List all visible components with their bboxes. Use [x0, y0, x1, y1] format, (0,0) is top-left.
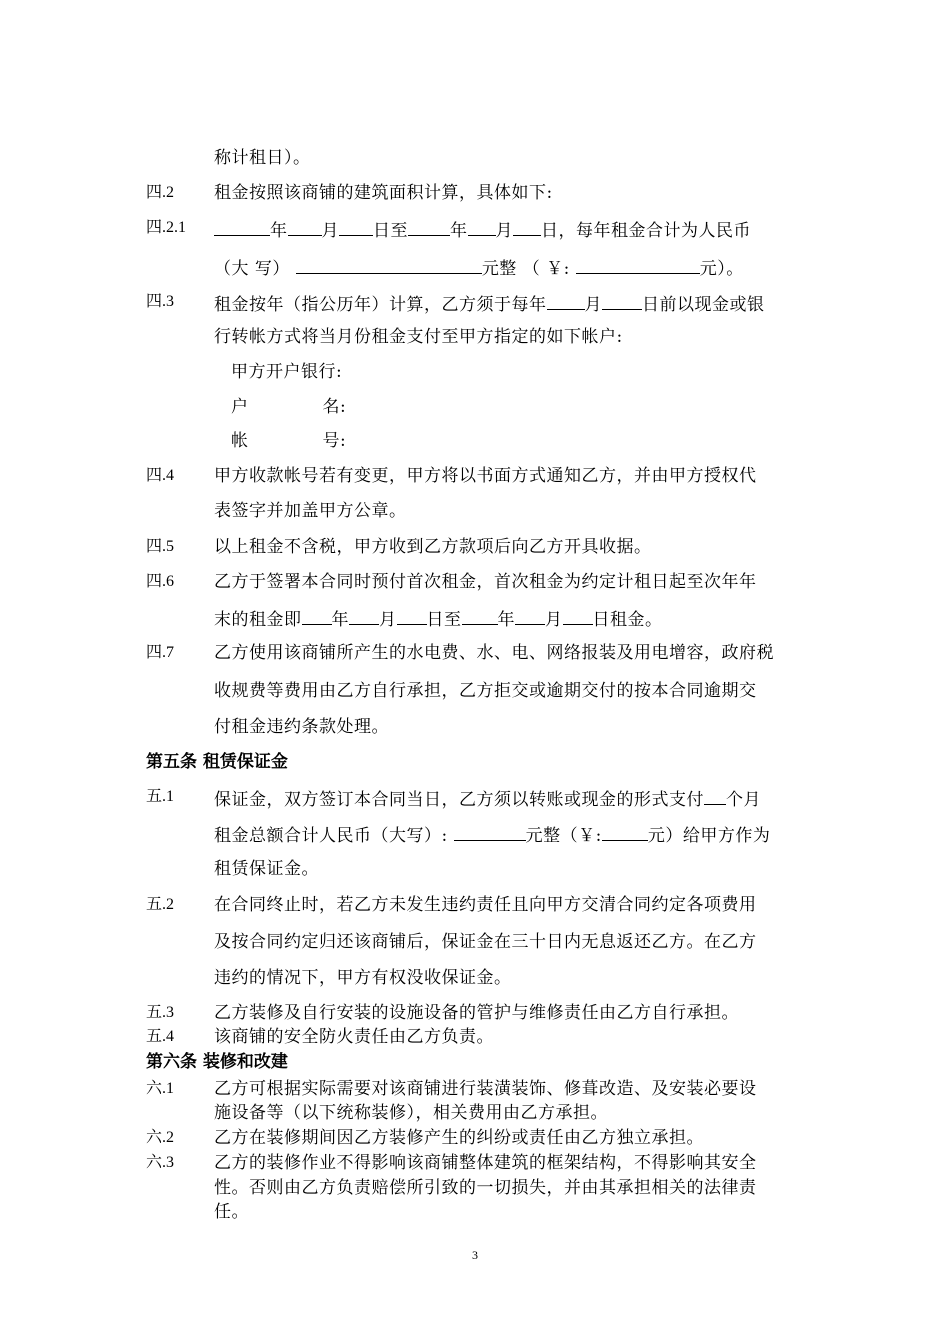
clause-number: 四.5: [146, 538, 175, 555]
clause-text: 表签字并加盖甲方公章。: [214, 501, 407, 521]
blank-field: [576, 256, 700, 274]
clause-text: 乙方可根据实际需要对该商铺进行装潢装饰、修葺改造、及安装必要设: [214, 1079, 757, 1099]
blank-field: [468, 218, 496, 236]
bank-label: 甲方开户银行:: [231, 362, 343, 382]
clause-number: 六.3: [146, 1154, 175, 1171]
blank-field: [349, 607, 379, 625]
clause-text: [214, 292, 765, 315]
text-fragment: 末的租金即: [214, 610, 302, 630]
blank-field: [563, 607, 593, 625]
blank-field: [214, 218, 270, 236]
section-heading: 第六条 装修和改建: [146, 1052, 288, 1072]
blank-field: [454, 823, 526, 841]
blank-field: [302, 607, 332, 625]
clause-text: 及按合同约定归还该商铺后，保证金在三十日内无息返还乙方。在乙方: [214, 932, 757, 952]
text-fragment: 名:: [322, 397, 347, 417]
text-fragment: 年: [450, 221, 468, 241]
blank-field: [408, 218, 450, 236]
clause-number: 六.1: [146, 1080, 175, 1097]
text-fragment: 元整 （ ￥:: [481, 259, 570, 279]
text-fragment: 日至: [373, 221, 408, 241]
clause-text: [214, 823, 770, 846]
clause-text: 乙方在装修期间因乙方装修产生的纠纷或责任由乙方独立承担。: [214, 1128, 704, 1148]
blank-field: [339, 218, 373, 236]
text-fragment: 月: [545, 610, 563, 630]
clause-text: 乙方于签署本合同时预付首次租金，首次租金为约定计租日起至次年年: [214, 572, 757, 592]
clause-number: 五.1: [146, 788, 175, 805]
blank-field: [397, 607, 427, 625]
clause-number: 四.6: [146, 573, 175, 590]
text-fragment: 元整（￥:: [525, 826, 602, 846]
text-fragment: 租金按年（指公历年）计算，乙方须于每年: [214, 295, 547, 315]
clause-text: 乙方的装修作业不得影响该商铺整体建筑的框架结构，不得影响其安全: [214, 1153, 757, 1173]
clause-text: 付租金违约条款处理。: [214, 717, 389, 737]
clause-number: 六.2: [146, 1129, 175, 1146]
clause-number: 五.3: [146, 1004, 175, 1021]
text-fragment: 年: [331, 610, 349, 630]
clause-text: 在合同终止时，若乙方未发生违约责任且向甲方交清合同约定各项费用: [214, 895, 757, 915]
blank-field: [547, 292, 585, 310]
clause-text: [214, 607, 663, 630]
clause-text: 施设备等（以下统称装修），相关费用由乙方承担。: [214, 1103, 608, 1123]
account-number-label: [231, 431, 346, 451]
text-fragment: 年: [497, 610, 515, 630]
text-fragment: 月: [321, 221, 339, 241]
page-number: 3: [472, 1248, 478, 1262]
text-fragment: 日租金。: [592, 610, 663, 630]
text-fragment: 号:: [322, 431, 347, 451]
text-fragment: 日至: [426, 610, 462, 630]
text-fragment: 户: [231, 397, 249, 417]
text-fragment: 日，每年租金合计为人民币: [541, 221, 751, 241]
text-fragment: 个月: [726, 790, 761, 810]
clause-text: 甲方收款帐号若有变更，甲方将以书面方式通知乙方，并由甲方授权代: [214, 466, 757, 486]
clause-number: 四.2: [146, 184, 175, 201]
clause-number: 五.4: [146, 1028, 175, 1045]
rent-amount-line: [214, 256, 744, 279]
blank-field: [602, 823, 648, 841]
clause-number: 四.4: [146, 467, 175, 484]
clause-number: 五.2: [146, 896, 175, 913]
rent-period-line: [214, 218, 751, 241]
blank-field: [602, 292, 642, 310]
blank-field: [513, 218, 541, 236]
clause-text: 该商铺的安全防火责任由乙方负责。: [214, 1027, 494, 1047]
clause-number: 四.2.1: [146, 219, 187, 236]
blank-field: [288, 218, 322, 236]
clause-text: 租金按照该商铺的建筑面积计算，具体如下:: [214, 183, 553, 203]
text-fragment: 月: [495, 221, 513, 241]
clause-number: 四.7: [146, 644, 175, 661]
clause-text: 称计租日）。: [214, 148, 311, 168]
section-heading: 第五条 租赁保证金: [146, 752, 288, 772]
clause-text: 以上租金不含税，甲方收到乙方款项后向乙方开具收据。: [214, 537, 652, 557]
clause-text: [214, 787, 761, 810]
clause-number: 四.3: [146, 293, 175, 310]
text-fragment: 保证金，双方签订本合同当日，乙方须以转账或现金的形式支付: [214, 790, 704, 810]
blank-field: [515, 607, 545, 625]
clause-text: 租赁保证金。: [214, 859, 319, 879]
clause-text: 行转帐方式将当月份租金支付至甲方指定的如下帐户:: [214, 327, 623, 347]
account-name-label: [231, 397, 346, 417]
blank-field: [462, 607, 498, 625]
text-fragment: 帐: [231, 431, 249, 451]
clause-text: 任。: [214, 1202, 249, 1222]
text-fragment: 元）给甲方作为: [647, 826, 771, 846]
clause-text: 乙方使用该商铺所产生的水电费、水、电、网络报装及用电增容，政府税: [214, 643, 774, 663]
clause-text: 违约的情况下，甲方有权没收保证金。: [214, 968, 512, 988]
blank-field: [296, 256, 482, 274]
clause-text: 性。否则由乙方负责赔偿所引致的一切损失，并由其承担相关的法律责: [214, 1178, 757, 1198]
text-fragment: 月: [584, 295, 602, 315]
clause-text: 乙方装修及自行安装的设施设备的管护与维修责任由乙方自行承担。: [214, 1003, 739, 1023]
blank-field: [704, 787, 726, 805]
text-fragment: （大 写）: [214, 259, 290, 279]
clause-text: 收规费等费用由乙方自行承担，乙方拒交或逾期交付的按本合同逾期交: [214, 681, 757, 701]
text-fragment: 租金总额合计人民币（大写）:: [214, 826, 448, 846]
text-fragment: 日前以现金或银: [642, 295, 765, 315]
text-fragment: 元）。: [699, 259, 744, 279]
text-fragment: 月: [379, 610, 397, 630]
text-fragment: 年: [270, 221, 288, 241]
